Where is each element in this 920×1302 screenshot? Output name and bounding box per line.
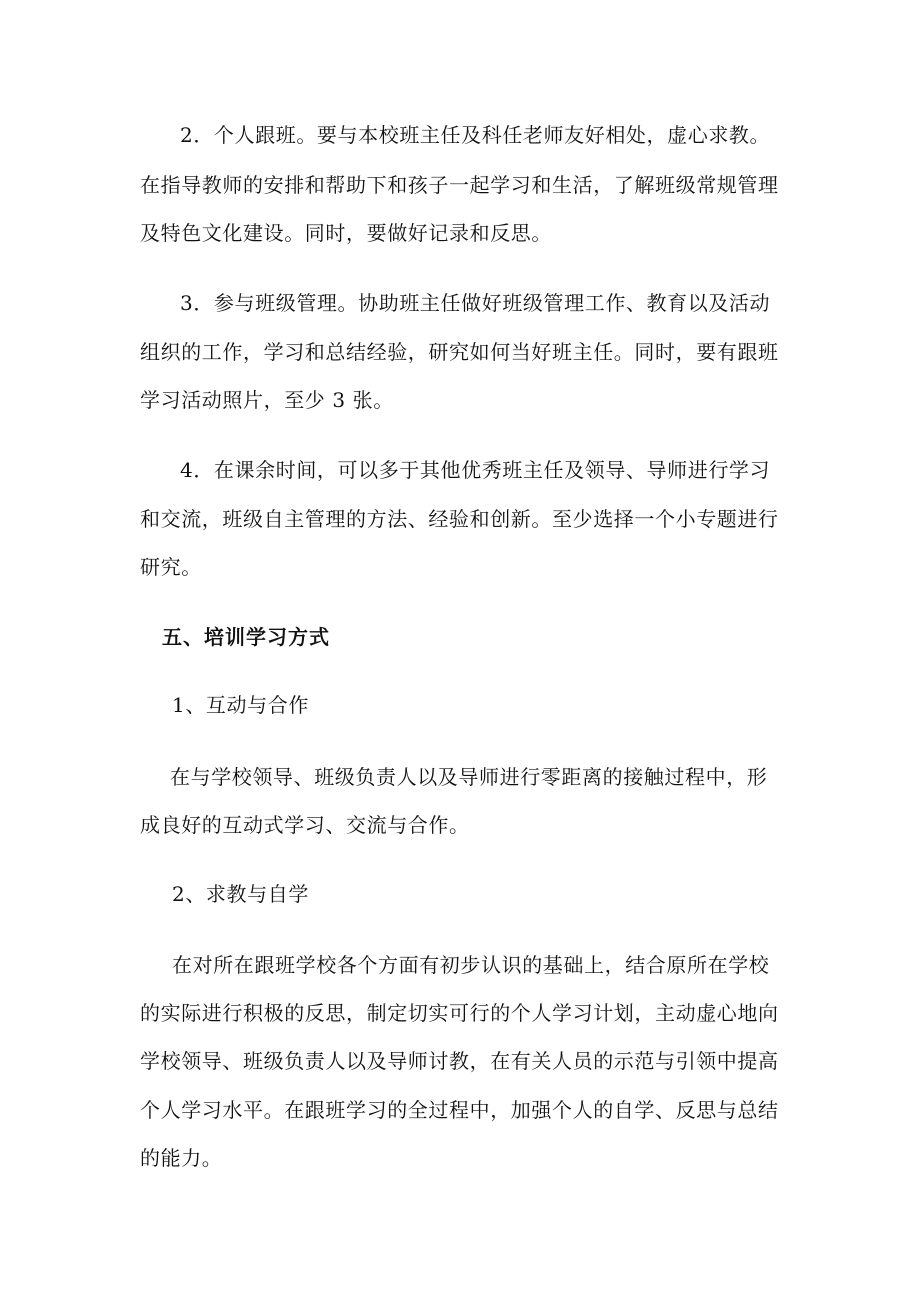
item-2-line-2: 在指导教师的安排和帮助下和孩子一起学习和生活，了解班级常规管理 xyxy=(140,173,779,197)
subsection-1-title: 1、互动与合作 xyxy=(172,693,309,717)
subsection-2-title: 2、求教与自学 xyxy=(172,882,309,906)
item-3-line-3: 学习活动照片，至少 3 张。 xyxy=(140,388,394,412)
subsection-1-line-2: 成良好的互动式学习、交流与合作。 xyxy=(140,813,470,837)
item-3-line-2: 组织的工作，学习和总结经验，研究如何当好班主任。同时，要有跟班 xyxy=(140,340,779,364)
subsection-2-line-1: 在对所在跟班学校各个方面有初步认识的基础上，结合原所在学校 xyxy=(172,953,770,977)
section-5-heading: 五、培训学习方式 xyxy=(162,625,330,649)
subsection-2-line-3: 学校领导、班级负责人以及导师讨教，在有关人员的示范与引领中提高 xyxy=(140,1049,779,1073)
subsection-2-line-5: 的能力。 xyxy=(140,1146,223,1170)
subsection-1-line-1: 在与学校领导、班级负责人以及导师进行零距离的接触过程中，形 xyxy=(170,765,768,789)
item-2-line-3: 及特色文化建设。同时，要做好记录和反思。 xyxy=(140,221,552,245)
item-3-line-1: 3．参与班级管理。协助班主任做好班级管理工作、教育以及活动 xyxy=(180,291,771,315)
item-4-line-2: 和交流，班级自主管理的方法、经验和创新。至少选择一个小专题进行 xyxy=(140,507,779,531)
item-2-line-1: 2．个人跟班。要与本校班主任及科任老师友好相处，虚心求教。 xyxy=(180,123,771,147)
subsection-2-line-2: 的实际进行积极的反思，制定切实可行的个人学习计划，主动虚心地向 xyxy=(140,1001,779,1025)
subsection-2-line-4: 个人学习水平。在跟班学习的全过程中，加强个人的自学、反思与总结 xyxy=(140,1098,779,1122)
item-4-line-3: 研究。 xyxy=(140,555,202,579)
item-4-line-1: 4．在课余时间，可以多于其他优秀班主任及领导、导师进行学习 xyxy=(180,458,771,482)
